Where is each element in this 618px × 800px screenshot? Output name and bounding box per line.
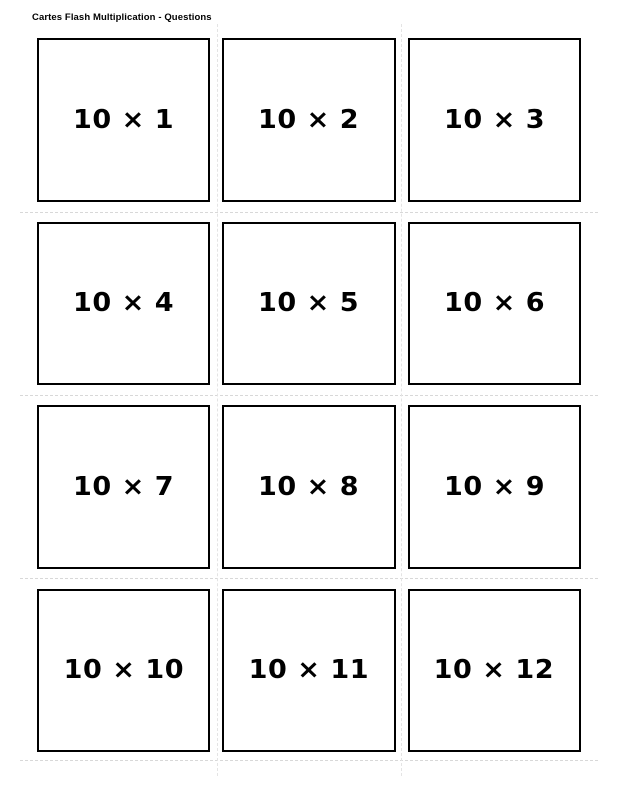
flashcard-border [37,405,210,569]
flashcard-text: 10 × 5 [258,288,360,319]
flashcard-text: 10 × 8 [258,471,360,502]
flashcard-text: 10 × 12 [434,655,555,686]
flashcard-text: 10 × 6 [443,288,545,319]
flashcard-text: 10 × 4 [73,288,175,319]
flashcard [33,581,214,761]
flashcard-border [222,405,395,569]
flashcard-grid [33,30,585,760]
flashcard-border [408,38,581,202]
flashcard-border [222,222,395,386]
flashcard [218,214,399,394]
flashcard [218,581,399,761]
flashcard-border [408,222,581,386]
flashcard [404,581,585,761]
flashcard-border [408,589,581,753]
flashcard-text: 10 × 7 [73,471,175,502]
flashcard [33,397,214,577]
flashcard [404,214,585,394]
flashcard [218,30,399,210]
flashcard-border [408,405,581,569]
flashcard [33,214,214,394]
flashcard-border [222,589,395,753]
flashcard [404,397,585,577]
flashcard-text: 10 × 3 [443,104,545,135]
flashcard-text: 10 × 9 [443,471,545,502]
flashcard [218,397,399,577]
flashcard-border [37,222,210,386]
flashcard-text: 10 × 11 [248,655,370,686]
flashcard [404,30,585,210]
flashcard-border [222,38,395,202]
flashcard-text: 10 × 2 [258,104,360,135]
flashcard [33,30,214,210]
flashcard-text: 10 × 1 [73,104,175,135]
flashcard-border [37,38,210,202]
cut-guide-row-4 [20,760,598,761]
flashcard-text: 10 × 10 [63,655,184,686]
page-title: Cartes Flash Multiplication - Questions [32,12,212,23]
flashcard-border [37,589,210,753]
